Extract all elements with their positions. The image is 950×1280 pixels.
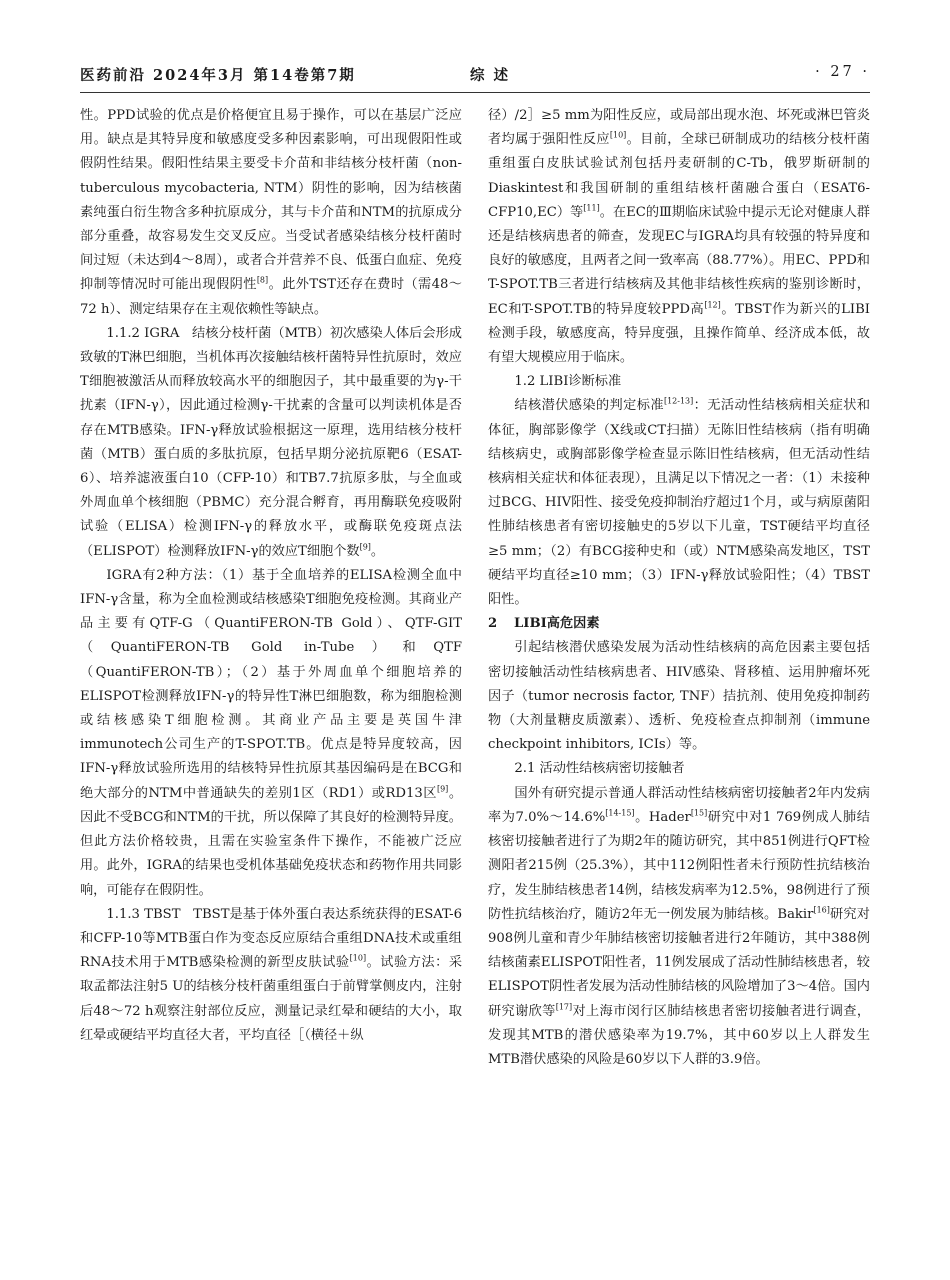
citation[interactable]: [9]	[359, 542, 371, 552]
section-1-2-heading: 1.2 LIBI诊断标准	[514, 374, 622, 390]
section-2-heading	[488, 612, 870, 636]
section-label: 综 述	[470, 67, 511, 84]
running-header	[80, 64, 870, 88]
citation[interactable]: [8]	[256, 276, 269, 286]
right-column	[488, 104, 870, 1072]
paragraph-risk-factors: 引起结核潜伏感染发展为活动性结核病的高危因素主要包括密切接触活动性结核病患者、HIV感染、肾移植、运用肿瘤坏死因子（tumor necrosis factor, TNF）拮抗剂、使用免疫抑制药物（大剂量糖皮质激素）、透析、免疫检查点抑制剂（immune checkpoint inhibitors, ICIs）等。	[488, 640, 870, 753]
paragraph-ppd-continued: 性。PPD试验的优点是价格便宜且易于操作，可以在基层广泛应用。缺点是其特异度和敏感度受多种因素影响，可出现假阳性或假阴性结果。假阳性结果主要受卡介苗和非结核分枝杆菌（non-tuberculous mycobacteria, NTM）阴性的影响，因为结核菌素纯蛋白衍生物含多种抗原成分，其与卡介苗和NTM的抗原成分部分重叠，故容易发生交叉反应。当受试者感染结核分枝杆菌时间过短（未达到4～8周），或者合并营养不良、低蛋白血症、免疫抑制等情况时可能出现假阴性[8]。此外TST还存在费时（需48～72 h）、测定结果存在主观依赖性等缺点。	[80, 108, 462, 317]
paragraph-close-contacts: 国外有研究提示普通人群活动性结核病密切接触者2年内发病率为7.0%～14.6%[14-15]。Hader[15]研究中对1 769例成人肺结核密切接触者进行了为期2年的随访研究，其中851例进行QFT检测阳者215例（25.3%），其中112例阳性者未行预防性抗结核治疗，发生肺结核患者14例，结核发病率为12.5%，98例进行了预防性抗结核治疗，随访2年无一例发展为肺结核。Bakir[16]研究对908例儿童和青少年肺结核密切接触者进行2年随访，其中388例结核菌素ELISPOT阳性者，11例发展成了活动性肺结核患者，较ELISPOT阴性者发展为活动性肺结核的风险增加了3～4倍。国内研究谢欣等[17]对上海市闵行区肺结核患者密切接触者进行调查，发现其MTB的潜伏感染率为19.7%，其中60岁以上人群发生MTB潜伏感染的风险是60岁以下人群的3.9倍。	[488, 785, 871, 1067]
section-1-1-2-igra: 1.1.2 IGRA 结核分枝杆菌（MTB）初次感染人体后会形成致敏的T淋巴细胞，当机体再次接触结核杆菌特异性抗原时，效应T细胞被激活从而释放较高水平的细胞因子，其中最重要的为γ-干扰素（IFN-γ），因此通过检测γ-干扰素的含量可以判读机体是否存在MTB感染。IFN-γ释放试验根据这一原理，选用结核分枝杆菌（MTB）蛋白质的多肽抗原，包括早期分泌抗原靶6（ESAT-6）、培养滤液蛋白10（CFP-10）和TB7.7抗原多肽，与全血或外周血单个核细胞（PBMC）充分混合孵育，再用酶联免疫吸附试验（ELISA）检测IFN-γ的释放水平，或酶联免疫斑点法（ELISPOT）检测释放IFN-γ的效应T细胞个数[9]。	[80, 325, 462, 559]
paragraph-libi-criteria: 结核潜伏感染的判定标准[12-13]：无活动性结核病相关症状和体征，胸部影像学（X线或CT扫描）无陈旧性结核病（指有明确结核病史，或胸部影像学检查显示陈旧性结核病，但无活动性结核病相关症状和体征表现），且满足以下情况之一者：（1）未接种过BCG、HIV阳性、接受免疫抑制治疗超过1个月，或与病原菌阳性肺结核患者有密切接触史的5岁以下儿童，TST硬结平均直径≥5 mm；（2）有BCG接种史和（或）NTM感染高发地区，TST硬结平均直径≥10 mm；（3）IFN-γ释放试验阳性；（4）TBST阳性。	[488, 397, 871, 608]
header-rule	[80, 92, 870, 93]
section-heading: 1.1.2 IGRA	[106, 325, 180, 341]
citation[interactable]: [12]	[704, 300, 721, 310]
section-heading: 1.1.3 TBST	[106, 906, 181, 922]
section-1-1-3-tbst: 1.1.3 TBST TBST是基于体外蛋白表达系统获得的ESAT-6和CFP-10等MTB蛋白作为变态反应原结合重组DNA技术或重组RNA技术用于MTB感染检测的新型皮肤试验[10]。试验方法：采取孟都法注射5 U的结核分枝杆菌重组蛋白于前臂掌侧皮内，注射后48～72 h观察注射部位反应，测量记录红晕和硬结的大小，取红晕或硬结平均直径大者，平均直径［（横径＋纵	[80, 906, 463, 1043]
citation[interactable]: [12-13]	[663, 397, 694, 407]
section-2-1-heading: 2.1 活动性结核病密切接触者	[514, 761, 685, 777]
section-number: 2	[488, 616, 498, 632]
citation[interactable]: [15]	[690, 808, 708, 818]
citation[interactable]: [11]	[583, 203, 600, 213]
paragraph-tbst-continued: 径）/2］≥5 mm为阳性反应，或局部出现水泡、坏死或淋巴管炎者均属于强阳性反应[10]。目前，全球已研制成功的结核分枝杆菌重组蛋白皮肤试验试剂包括丹麦研制的C-Tb，俄罗斯研制的Diaskintest和我国研制的重组结核杆菌融合蛋白（ESAT6-CFP10,EC）等[11]。在EC的Ⅲ期临床试验中提示无论对健康人群还是结核病患者的筛查，发现EC与IGRA均具有较强的特异度和良好的敏感度，且两者之间一致率高（88.77%）。用EC、PPD和T-SPOT.TB三者进行结核病及其他非结核性疾病的鉴别诊断时，EC和T-SPOT.TB的特异度较PPD高[12]。TBST作为新兴的LIBI检测手段，敏感度高，特异度强，且操作简单、经济成本低，故有望大规模应用于临床。	[488, 108, 870, 366]
page-number: · 27 ·	[815, 64, 870, 80]
citation[interactable]: [10]	[349, 953, 367, 963]
journal-info: 医药前沿 2024年3月 第14卷第7期	[80, 67, 356, 84]
citation[interactable]: [14-15]	[605, 808, 635, 818]
paragraph-igra-methods: IGRA有2种方法：（1）基于全血培养的ELISA检测全血中IFN-γ含量，称为全血检测或结核感染T细胞免疫检测。其商业产品主要有QTF-G（QuantiFERON-TB Gold）、QTF-GIT（QuantiFERON-TB Gold in-Tube）和QTF（QuantiFERON-TB）；（2）基于外周血单个细胞培养的ELISPOT检测释放IFN-γ的特异性T淋巴细胞数，称为细胞检测或结核感染T细胞检测。其商业产品主要是英国牛津immunotech公司生产的T-SPOT.TB。优点是特异度较高，因IFN-γ释放试验所选用的结核特异性抗原其基因编码是在BCG和绝大部分的NTM中普通缺失的差别1区（RD1）或RD13区[9]。因此不受BCG和NTM的干扰，所以保障了其良好的检测特异度。但此方法价格较贵，且需在实验室条件下操作，不能被广泛应用。此外，IGRA的结果也受机体基础免疫状态和药物作用共同影响，可能存在假阴性。	[80, 567, 463, 898]
citation[interactable]: [10]	[609, 130, 627, 140]
citation[interactable]: [9]	[436, 784, 449, 794]
left-column	[80, 104, 462, 1048]
section-title: LIBI高危因素	[514, 616, 600, 632]
citation[interactable]: [16]	[813, 905, 830, 915]
citation[interactable]: [17]	[555, 1002, 573, 1012]
